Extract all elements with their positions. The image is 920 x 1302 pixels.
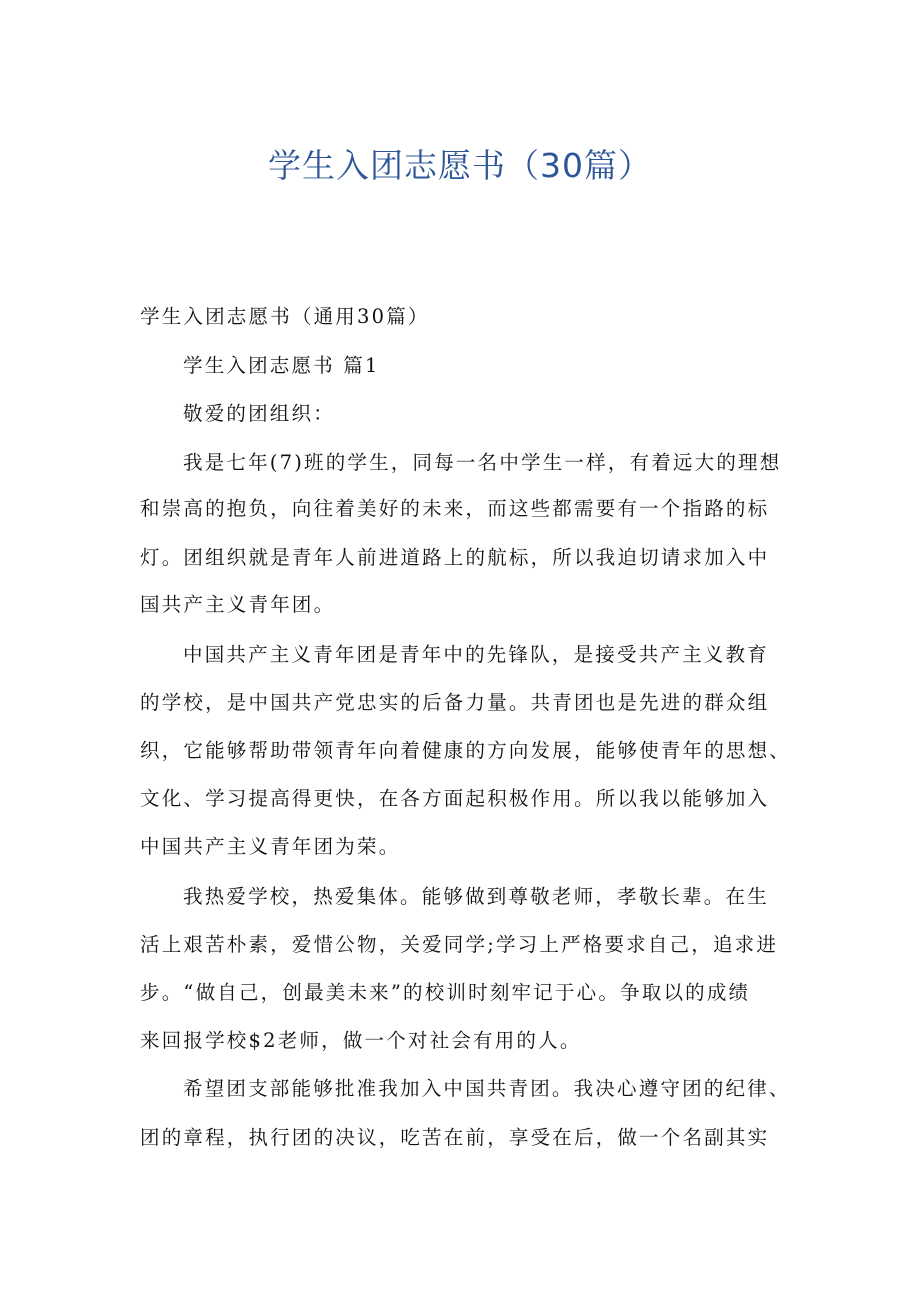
paragraph-line: 我是七年(7)班的学生，同每一名中学生一样，有着远大的理想 [183,451,782,474]
paragraph-line: 和崇高的抱负，向往着美好的未来，而这些都需要有一个指路的标 [140,497,770,520]
paragraph-line: 的学校，是中国共产党忠实的后备力量。共青团也是先进的群众组 [140,691,770,714]
paragraph-line: 来回报学校$2老师，做一个对社会有用的人。 [140,1029,582,1052]
paragraph-line: 我热爱学校，热爱集体。能够做到尊敬老师，孝敬长辈。在生 [183,885,769,908]
subtitle-line: 学生入团志愿书（通用30篇） [140,305,430,328]
paragraph-line: 中国共产主义青年团为荣。 [140,835,401,858]
paragraph-line: 文化、学习提高得更快，在各方面起积极作用。所以我以能够加入 [140,787,770,810]
paragraph-line: 灯。团组织就是青年人前进道路上的航标，所以我迫切请求加入中 [140,546,770,569]
paragraph-line: 活上艰苦朴素，爱惜公物，关爱同学;学习上严格要求自己，追求进 [140,933,779,956]
paragraph-line: 步。“做自己，创最美未来”的校训时刻牢记于心。争取以的成绩 [140,981,751,1004]
paragraph-line: 织，它能够帮助带领青年向着健康的方向发展，能够使青年的思想、 [140,739,792,762]
salutation: 敬爱的团组织： [183,402,335,425]
paragraph-line: 团的章程，执行团的决议，吃苦在前，享受在后，做一个名副其实 [140,1126,770,1149]
paragraph-line: 国共产主义青年团。 [140,593,336,616]
document-title: 学生入团志愿书（30篇） [268,146,652,185]
section-heading: 学生入团志愿书 篇1 [183,354,380,377]
paragraph-line: 希望团支部能够批准我加入中国共青团。我决心遵守团的纪律、 [183,1077,791,1100]
paragraph-line: 中国共产主义青年团是青年中的先锋队，是接受共产主义教育 [183,643,769,666]
